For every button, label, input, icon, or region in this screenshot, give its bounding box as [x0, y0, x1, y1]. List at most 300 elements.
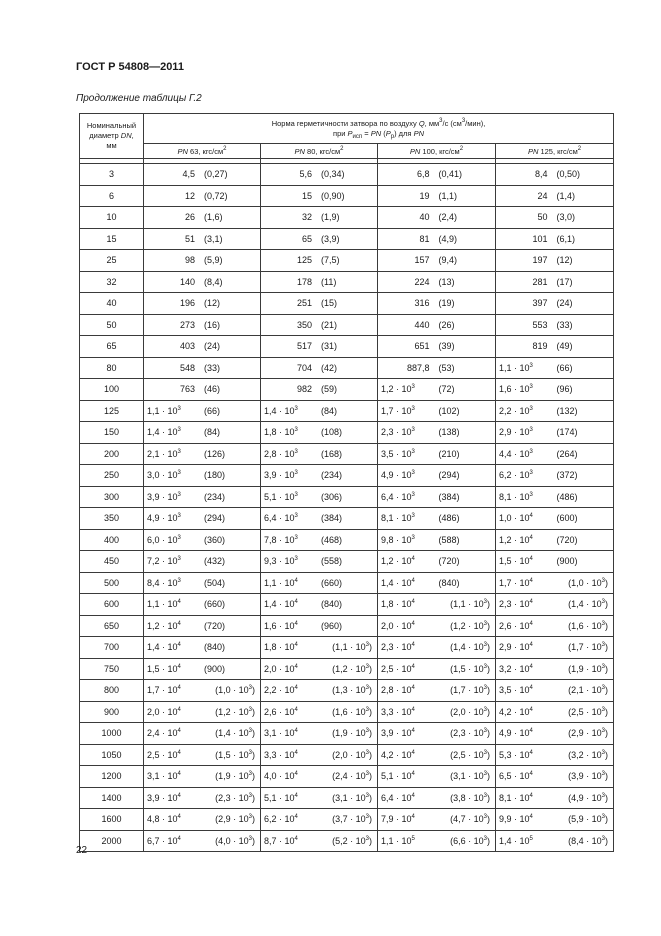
leak-rate-cm3: (900) — [556, 556, 578, 567]
leak-rate-mm3: $1,2 \cdot 10^3$ — [381, 384, 415, 395]
exponent: 3 — [601, 620, 605, 627]
leak-rate-cell — [496, 744, 614, 766]
exponent: 4 — [294, 685, 298, 692]
exponent: 4 — [294, 577, 298, 584]
leak-rate-cm3: (24) — [556, 298, 573, 309]
exponent: 4 — [529, 685, 533, 692]
leak-rate-cell — [144, 508, 261, 530]
leak-rate-cell — [144, 314, 261, 336]
leak-rate-cm3: (660) — [321, 577, 343, 588]
leak-rate-mm3: $9,8 \cdot 10^3$ — [381, 534, 415, 545]
leak-rate-cm3: (53) — [438, 362, 455, 373]
leak-rate-cm3: $(3,9 \cdot 10^3)$ — [568, 771, 608, 782]
leak-rate-mm3: 178 — [296, 276, 312, 287]
leak-rate-mm3: $6,7 \cdot 10^4$ — [147, 835, 181, 846]
leak-rate-mm3: $1,2 \cdot 10^4$ — [499, 534, 533, 545]
pn-label: PN — [409, 146, 421, 156]
leak-rate-cell — [144, 185, 261, 207]
dn-cell: 25 — [80, 250, 144, 272]
leak-rate-cell — [261, 508, 378, 530]
leak-rate-mm3: $6,0 \cdot 10^3$ — [147, 534, 181, 545]
exponent: 4 — [294, 749, 298, 756]
dn-cell: 15 — [80, 228, 144, 250]
exponent: 4 — [411, 556, 415, 563]
group-header-pn2: PN — [413, 128, 424, 138]
leak-rate-cell — [496, 207, 614, 229]
dn-cell: 350 — [80, 508, 144, 530]
exponent: 4 — [529, 620, 533, 627]
leak-rate-cm3: (3,0) — [556, 212, 576, 223]
leak-rate-mm3: $2,4 \cdot 10^4$ — [147, 728, 181, 739]
exponent: 3 — [529, 362, 533, 369]
exponent: 3 — [294, 427, 298, 434]
pn-100-header — [378, 144, 496, 159]
leak-rate-mm3: $1,8 \cdot 10^4$ — [264, 642, 298, 653]
leak-rate-mm3: $4,2 \cdot 10^4$ — [499, 706, 533, 717]
exponent: 4 — [294, 599, 298, 606]
exponent: 4 — [529, 663, 533, 670]
leak-rate-cell — [261, 293, 378, 315]
exponent: 4 — [411, 599, 415, 606]
leak-rate-cell — [496, 357, 614, 379]
leak-rate-cell — [261, 400, 378, 422]
leak-rate-mm3: $2,9 \cdot 10^3$ — [499, 427, 533, 438]
exponent: 3 — [177, 513, 181, 520]
exponent: 4 — [177, 749, 181, 756]
leak-rate-mm3: $6,2 \cdot 10^3$ — [499, 470, 533, 481]
leak-rate-mm3: 982 — [296, 384, 312, 395]
leak-rate-cell — [261, 809, 378, 831]
leak-rate-cell — [496, 809, 614, 831]
dn-cell: 400 — [80, 529, 144, 551]
leak-rate-mm3: $6,5 \cdot 10^4$ — [499, 771, 533, 782]
group-header-text3: /с (см — [442, 118, 462, 128]
dn-cell: 32 — [80, 271, 144, 293]
leak-rate-cm3: $(3,8 \cdot 10^3)$ — [450, 792, 490, 803]
leak-rate-cell — [261, 443, 378, 465]
group-header-text7: ( — [381, 128, 386, 138]
leak-rate-mm3: $2,6 \cdot 10^4$ — [264, 706, 298, 717]
leak-rate-cell — [261, 207, 378, 229]
leak-rate-mm3: 125 — [296, 255, 312, 266]
leak-rate-mm3: $1,6 \cdot 10^3$ — [499, 384, 533, 395]
leak-rate-mm3: $3,2 \cdot 10^4$ — [499, 663, 533, 674]
table-row — [80, 723, 614, 745]
exponent: 3 — [411, 534, 415, 541]
leak-rate-cm3: $(1,0 \cdot 10^3)$ — [568, 577, 608, 588]
exponent: 3 — [601, 814, 605, 821]
dn-cell: 1200 — [80, 766, 144, 788]
leak-rate-cm3: $(8,4 \cdot 10^3)$ — [568, 835, 608, 846]
leak-rate-mm3: $1,7 \cdot 10^4$ — [147, 685, 181, 696]
leak-rate-cm3: $(1,9 \cdot 10^3)$ — [568, 663, 608, 674]
leak-rate-mm3: $7,2 \cdot 10^3$ — [147, 556, 181, 567]
leak-rate-mm3: $1,1 \cdot 10^4$ — [147, 599, 181, 610]
leak-rate-cell — [378, 551, 496, 573]
exponent: 4 — [529, 599, 533, 606]
leak-rate-cell — [496, 529, 614, 551]
leak-rate-cm3: (0,34) — [321, 169, 345, 180]
leak-rate-cm3: $(4,0 \cdot 10^3)$ — [215, 835, 255, 846]
leak-rate-cell — [261, 551, 378, 573]
exponent: 5 — [529, 835, 533, 842]
leak-rate-cm3: (504) — [204, 577, 226, 588]
leak-rate-cm3: $(2,3 \cdot 10^3)$ — [215, 792, 255, 803]
dn-cell: 600 — [80, 594, 144, 616]
leak-rate-cm3: (468) — [321, 534, 343, 545]
table-body — [80, 164, 614, 852]
leak-rate-cell — [261, 185, 378, 207]
leak-rate-cm3: (0,72) — [204, 190, 228, 201]
leak-rate-mm3: $8,1 \cdot 10^3$ — [381, 513, 415, 524]
leak-rate-cm3: $(1,2 \cdot 10^3)$ — [450, 620, 490, 631]
leak-rate-cm3: (3,9) — [321, 233, 340, 244]
leak-rate-cm3: $(2,0 \cdot 10^3)$ — [450, 706, 490, 717]
table-row — [80, 422, 614, 444]
exponent: 3 — [248, 814, 252, 821]
leak-rate-cell — [378, 658, 496, 680]
leak-rate-mm3: $3,9 \cdot 10^3$ — [264, 470, 298, 481]
unit-label: кгс/см — [317, 146, 341, 156]
unit-label: кгс/см — [555, 146, 578, 156]
exponent: 3 — [365, 728, 369, 735]
dn-cell: 200 — [80, 443, 144, 465]
leak-rate-cm3: (16) — [204, 319, 221, 330]
leak-rate-mm3: $1,4 \cdot 10^5$ — [499, 835, 533, 846]
leak-rate-cell — [144, 465, 261, 487]
exponent: 3 — [177, 491, 181, 498]
exponent: 3 — [248, 728, 252, 735]
exponent: 3 — [411, 470, 415, 477]
leak-rate-mm3: $1,0 \cdot 10^4$ — [499, 513, 533, 524]
exponent: 3 — [365, 814, 369, 821]
leak-rate-mm3: $1,2 \cdot 10^4$ — [381, 556, 415, 567]
exponent: 3 — [248, 706, 252, 713]
dn-cell: 1600 — [80, 809, 144, 831]
leak-rate-cm3: $(5,9 \cdot 10^3)$ — [568, 814, 608, 825]
leak-rate-cell — [496, 164, 614, 186]
leak-rate-cm3: (138) — [438, 427, 460, 438]
exponent: 3 — [483, 792, 487, 799]
exponent: 3 — [294, 470, 298, 477]
dn-cell: 750 — [80, 658, 144, 680]
exponent: 3 — [483, 663, 487, 670]
leak-rate-mm3: $2,1 \cdot 10^3$ — [147, 448, 181, 459]
leak-rate-mm3: $1,2 \cdot 10^4$ — [147, 620, 181, 631]
exponent: 3 — [365, 642, 369, 649]
leak-rate-cm3: (5,9) — [204, 255, 223, 266]
leak-rate-cm3: (49) — [556, 341, 573, 352]
dn-header-line1: Номинальный — [86, 121, 137, 130]
dn-cell: 1400 — [80, 787, 144, 809]
table-row — [80, 766, 614, 788]
exponent: 4 — [294, 771, 298, 778]
unit-sup: 2 — [459, 145, 464, 152]
unit-sup: 2 — [223, 145, 227, 152]
leak-rate-cell — [496, 314, 614, 336]
leak-rate-cm3: (8,4) — [204, 276, 223, 287]
leak-rate-mm3: $4,8 \cdot 10^4$ — [147, 814, 181, 825]
leak-rate-mm3: 196 — [179, 298, 195, 309]
leak-rate-cell — [261, 357, 378, 379]
leak-rate-cm3: (0,50) — [556, 169, 581, 180]
leak-rate-mm3: $3,1 \cdot 10^4$ — [264, 728, 298, 739]
group-header-p: P — [347, 128, 353, 138]
dn-cell: 125 — [80, 400, 144, 422]
leak-rate-cell — [496, 336, 614, 358]
leak-rate-mm3: 12 — [184, 190, 195, 201]
leak-rate-mm3: $1,4 \cdot 10^4$ — [381, 577, 415, 588]
leak-rate-cm3: (19) — [438, 298, 455, 309]
dn-cell: 1050 — [80, 744, 144, 766]
leak-rate-mm3: $8,4 \cdot 10^3$ — [147, 577, 181, 588]
leak-rate-mm3: $2,2 \cdot 10^3$ — [499, 405, 533, 416]
exponent: 3 — [411, 491, 415, 498]
leak-rate-cm3: (0,90) — [321, 190, 345, 201]
exponent: 4 — [177, 620, 181, 627]
group-header-text1: Норма герметичности затвора по воздуху — [271, 118, 419, 128]
exponent: 4 — [294, 642, 298, 649]
leak-rate-mm3: 6,8 — [416, 169, 430, 180]
dn-cell: 1000 — [80, 723, 144, 745]
unit-sup: 2 — [577, 145, 582, 152]
leak-rate-cm3: $(1,9 \cdot 10^3)$ — [215, 771, 255, 782]
leak-rate-cell — [261, 314, 378, 336]
leak-rate-cm3: (264) — [556, 448, 578, 459]
leak-rate-cm3: (15) — [321, 298, 338, 309]
leak-rate-mm3: $5,1 \cdot 10^4$ — [381, 771, 415, 782]
leak-rate-mm3: 157 — [414, 255, 430, 266]
table-row — [80, 551, 614, 573]
dn-cell: 900 — [80, 701, 144, 723]
leak-rate-cell — [378, 164, 496, 186]
leak-rate-cm3: $(1,7 \cdot 10^3)$ — [450, 685, 490, 696]
leak-rate-cell — [261, 637, 378, 659]
pn-125-header — [496, 144, 614, 159]
table-row — [80, 830, 614, 852]
exponent: 4 — [294, 728, 298, 735]
leak-rate-cm3: (234) — [321, 470, 343, 481]
leak-rate-mm3: 26 — [184, 212, 195, 223]
leak-rate-cm3: (11) — [321, 276, 337, 287]
leak-rate-mm3: $4,0 \cdot 10^4$ — [264, 771, 298, 782]
exponent: 3 — [248, 835, 252, 842]
leak-rate-cm3: $(4,7 \cdot 10^3)$ — [450, 814, 490, 825]
leak-rate-cm3: (26) — [438, 319, 455, 330]
leak-rate-mm3: 887,8 — [406, 362, 430, 373]
leak-rate-cm3: $(3,7 \cdot 10^3)$ — [332, 814, 372, 825]
leak-rate-cm3: $(2,4 \cdot 10^3)$ — [332, 771, 372, 782]
leak-rate-mm3: $2,5 \cdot 10^4$ — [147, 749, 181, 760]
leak-rate-cell — [378, 723, 496, 745]
leak-rate-mm3: $8,1 \cdot 10^4$ — [499, 792, 533, 803]
table-row — [80, 314, 614, 336]
leak-rate-mm3: $4,9 \cdot 10^4$ — [499, 728, 533, 739]
dn-cell: 10 — [80, 207, 144, 229]
leak-rate-mm3: 51 — [184, 233, 195, 244]
exponent: 3 — [294, 491, 298, 498]
leak-rate-cm3: $(1,1 \cdot 10^3)$ — [332, 642, 372, 653]
leak-rate-mm3: $3,0 \cdot 10^3$ — [147, 470, 181, 481]
leak-rate-cell — [378, 400, 496, 422]
leak-rate-mm3: 32 — [301, 212, 312, 223]
exponent: 3 — [365, 663, 369, 670]
exponent: 4 — [529, 728, 533, 735]
exponent: 3 — [248, 792, 252, 799]
leak-rate-mm3: 224 — [414, 276, 430, 287]
exponent: 4 — [294, 835, 298, 842]
leak-rate-cell — [496, 637, 614, 659]
leak-rate-cm3: (24) — [204, 341, 221, 352]
leak-rate-cell — [144, 164, 261, 186]
leak-rate-cm3: $(1,7 \cdot 10^3)$ — [568, 642, 608, 653]
exponent: 4 — [411, 685, 415, 692]
leak-rate-cm3: (840) — [204, 642, 226, 653]
leak-rate-cm3: (900) — [204, 663, 226, 674]
leak-rate-cm3: (13) — [438, 276, 455, 287]
exponent: 3 — [529, 448, 533, 455]
leak-rate-cell — [378, 207, 496, 229]
leak-rate-mm3: $1,1 \cdot 10^3$ — [499, 362, 533, 373]
leak-rate-mm3: 101 — [532, 233, 548, 244]
leak-rate-mm3: 819 — [532, 341, 548, 352]
table-row — [80, 271, 614, 293]
exponent: 3 — [294, 405, 298, 412]
exponent: 3 — [411, 384, 415, 391]
dn-cell: 500 — [80, 572, 144, 594]
leak-rate-cm3: (486) — [438, 513, 460, 524]
leak-rate-cell — [261, 271, 378, 293]
exponent: 3 — [294, 556, 298, 563]
unit-sup: 2 — [340, 145, 344, 152]
leak-rate-cm3: (72) — [438, 384, 455, 395]
leak-rate-cell — [378, 508, 496, 530]
exponent: 3 — [483, 642, 487, 649]
leak-rate-cm3: (720) — [438, 556, 460, 567]
group-header-text2: , мм — [424, 118, 440, 128]
leak-rate-mm3: $3,1 \cdot 10^4$ — [147, 771, 181, 782]
exponent: 3 — [483, 749, 487, 756]
leak-rate-mm3: 98 — [184, 255, 195, 266]
exponent: 4 — [411, 792, 415, 799]
leak-rate-cm3: (840) — [438, 577, 460, 588]
leak-rate-cm3: (84) — [204, 427, 221, 438]
leak-rate-cell — [378, 357, 496, 379]
leak-rate-cm3: (558) — [321, 556, 343, 567]
leak-rate-cm3: (174) — [556, 427, 578, 438]
exponent: 3 — [601, 728, 605, 735]
leak-rate-mm3: $1,1 \cdot 10^3$ — [147, 405, 181, 416]
leak-rate-cm3: (31) — [321, 341, 338, 352]
leak-rate-cell — [378, 314, 496, 336]
dn-cell: 800 — [80, 680, 144, 702]
leak-rate-cell — [144, 787, 261, 809]
leak-rate-mm3: 50 — [537, 212, 548, 223]
exponent: 3 — [529, 405, 533, 412]
leak-rate-cm3: (84) — [321, 405, 338, 416]
leak-rate-cm3: $(1,2 \cdot 10^3)$ — [332, 663, 372, 674]
leak-rate-mm3: $2,2 \cdot 10^4$ — [264, 685, 298, 696]
leak-rate-cell — [144, 744, 261, 766]
group-header-pn: PN — [370, 128, 382, 138]
exponent: 3 — [529, 384, 533, 391]
exponent: 4 — [177, 599, 181, 606]
leak-rate-cm3: (12) — [556, 255, 573, 266]
exponent: 4 — [529, 577, 533, 584]
leak-rate-mm3: $2,0 \cdot 10^4$ — [381, 620, 415, 631]
exponent: 4 — [529, 556, 533, 563]
exponent: 3 — [411, 448, 415, 455]
leak-rate-mm3: $5,1 \cdot 10^3$ — [264, 491, 298, 502]
leak-rate-cell — [144, 207, 261, 229]
leak-rate-cell — [261, 744, 378, 766]
leak-rate-cell — [261, 486, 378, 508]
leak-rate-mm3: 40 — [419, 212, 430, 223]
leak-rate-cm3: (42) — [321, 362, 338, 373]
exponent: 3 — [529, 427, 533, 434]
leak-rate-cell — [378, 766, 496, 788]
exponent: 3 — [411, 513, 415, 520]
leak-rate-cell — [378, 250, 496, 272]
leak-rate-cell — [378, 572, 496, 594]
leak-rate-cell — [496, 486, 614, 508]
table-row — [80, 809, 614, 831]
leak-rate-cell — [261, 465, 378, 487]
leak-rate-mm3: $3,9 \cdot 10^4$ — [147, 792, 181, 803]
pn-value: 80, — [304, 146, 318, 156]
leak-rate-cm3: (7,5) — [321, 255, 340, 266]
document-header: ГОСТ Р 54808—2011 — [76, 61, 184, 73]
leak-rate-cell — [261, 572, 378, 594]
leak-rate-cm3: (4,9) — [438, 233, 458, 244]
exponent: 3 — [483, 620, 487, 627]
leak-rate-cm3: $(1,4 \cdot 10^3)$ — [450, 642, 490, 653]
dn-cell: 250 — [80, 465, 144, 487]
exponent: 3 — [248, 685, 252, 692]
exponent: 4 — [411, 771, 415, 778]
dn-header-line2b: , — [131, 131, 134, 140]
leak-rate-cm3: (66) — [204, 405, 221, 416]
pn-80-header — [261, 144, 378, 159]
exponent: 4 — [177, 771, 181, 778]
pn-label: PN — [294, 146, 305, 156]
exponent: 3 — [365, 685, 369, 692]
leak-rate-cell — [496, 443, 614, 465]
leak-rate-table — [79, 113, 614, 852]
leak-rate-cell — [378, 701, 496, 723]
leak-rate-cell — [144, 615, 261, 637]
leak-rate-mm3: $1,1 \cdot 10^4$ — [264, 577, 298, 588]
leak-rate-cell — [496, 615, 614, 637]
exponent: 4 — [529, 749, 533, 756]
leak-rate-mm3: 65 — [301, 233, 312, 244]
leak-rate-cell — [261, 228, 378, 250]
dn-cell: 2000 — [80, 830, 144, 852]
leak-rate-cell — [378, 228, 496, 250]
exponent: 3 — [365, 749, 369, 756]
leak-rate-cell — [378, 443, 496, 465]
page-number: 22 — [76, 845, 88, 856]
leak-rate-mm3: $2,9 \cdot 10^4$ — [499, 642, 533, 653]
leak-rate-cell — [496, 185, 614, 207]
leak-rate-cm3: (1,1) — [438, 190, 458, 201]
leak-rate-cm3: (12) — [204, 298, 221, 309]
exponent: 4 — [529, 792, 533, 799]
leak-rate-mm3: 548 — [179, 362, 195, 373]
pn-label: PN — [527, 146, 539, 156]
table-row — [80, 379, 614, 401]
leak-rate-cm3: (234) — [204, 491, 226, 502]
